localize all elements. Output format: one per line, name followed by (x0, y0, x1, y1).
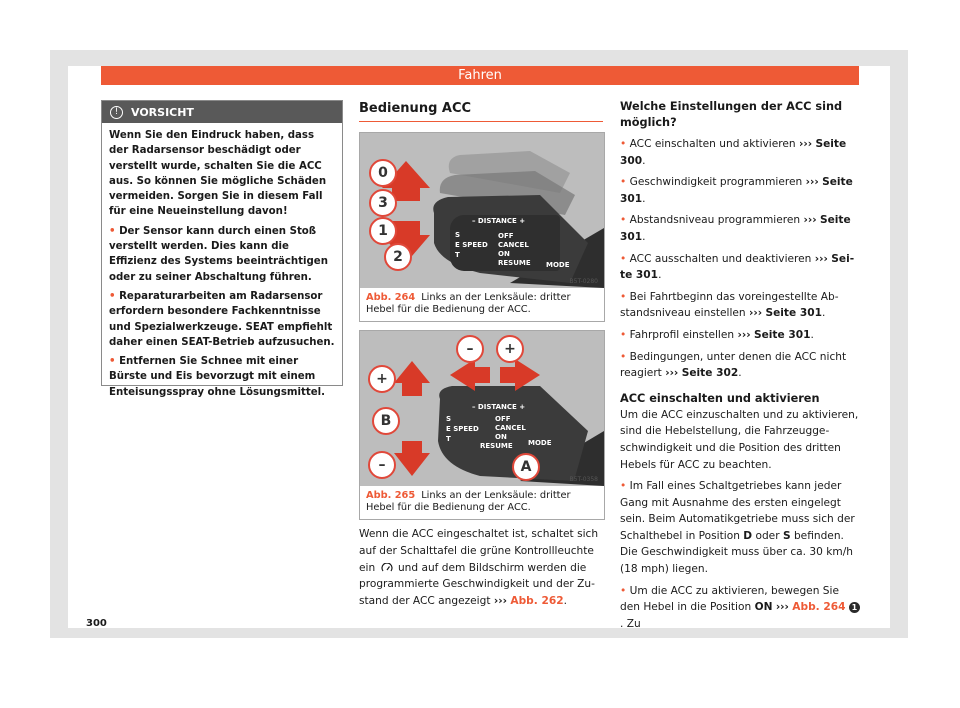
lever-resume-label: RESUME (480, 442, 513, 450)
list-item: • Geschwindigkeit programmieren ››› Seite 301. (620, 176, 853, 205)
question-heading: Welche Einstellungen der ACC sind möglich? (620, 100, 843, 129)
figure-caption: Abb. 265 Links an der Lenksäule: dritter Hebel für die Bedienung der ACC. (366, 490, 571, 513)
list-item: • ACC ausschalten und deaktivieren ››› Seite 301. (620, 252, 855, 282)
lever-cancel-label: CANCEL (498, 241, 529, 249)
page-link[interactable]: Seite 302 (681, 367, 739, 380)
lever-distance-label: – DISTANCE + (472, 217, 526, 225)
lever-on-label: ON (498, 250, 510, 258)
list-item: • Abstandsniveau programmieren ››› Seite 301. (620, 214, 851, 243)
lever-s-label: S (455, 231, 461, 239)
caution-box (101, 100, 343, 398)
label-b: B (372, 407, 400, 435)
page-link[interactable]: Seite 301 (620, 214, 851, 243)
label-minus-top: – (456, 335, 484, 363)
lever-off-label: OFF (495, 415, 511, 423)
settings-column (620, 99, 860, 637)
position-label-1: 1 (369, 217, 397, 245)
lever-s-label: S (446, 415, 452, 423)
figure-264 (359, 132, 605, 322)
lever-resume-label: RESUME (498, 259, 531, 267)
page-link[interactable]: Seite 301 (765, 307, 822, 320)
label-plus-top: + (496, 335, 524, 363)
caution-bullet: • Der Sensor kann durch einen Stoß verstellt werden. Dies kann die Effizienz des Systems beeinträchtigen oder zu seiner Abschaltung führen. (109, 225, 328, 283)
info-circle-icon: ! (110, 106, 123, 119)
lever-e-label: E SPEED (455, 241, 488, 249)
position-label-2: 2 (384, 243, 412, 271)
caution-bullet: • Entfernen Sie Schnee mit einer Bürste und Eis bevorzugt mit einem Enteisungsspray ohne Lösungsmittel. (109, 356, 326, 398)
lever-mode-label: MODE (528, 439, 552, 447)
list-item: • Um die ACC zu aktivieren, bewegen Sie den Hebel in die Position ON ››› Abb. 264 1. Zu (620, 583, 860, 633)
on-position-symbol: ON (754, 601, 773, 614)
list-item: • ACC einschalten und aktivieren ››› Seite 300. (620, 138, 847, 167)
lever-off-label: OFF (498, 232, 514, 240)
lever-on-label: ON (495, 433, 507, 441)
subsection-heading: ACC einschalten und aktivieren (620, 391, 820, 405)
lever-cancel-label: CANCEL (495, 424, 526, 432)
figure-link[interactable]: Abb. 262 (510, 595, 564, 608)
label-a: A (512, 453, 540, 481)
lever-t-label: T (446, 435, 451, 443)
caution-header (102, 101, 342, 123)
caution-title: VORSICHT (131, 105, 194, 119)
acc-indicator-icon (381, 563, 393, 573)
figure-265-image (360, 331, 604, 486)
acc-status-paragraph: Wenn die ACC eingeschaltet ist, schaltet sich auf der Schalttafel die grüne Kontrollleuchte ein und auf dem Bildschirm werden die programmierte Geschwindigkeit und der Zustand der ACC angezeigt ››› Abb. 262. (359, 528, 599, 608)
page-link[interactable]: Seite 301 (620, 252, 855, 282)
page-link[interactable]: Seite 301 (620, 176, 853, 205)
position-label-3: 3 (369, 189, 397, 217)
section-title: Bedienung ACC (359, 100, 603, 122)
figure-link[interactable]: Abb. 264 (792, 601, 846, 614)
list-item: • Bedingungen, unter denen die ACC nicht reagiert ››› Seite 302. (620, 350, 847, 380)
list-item: • Im Fall eines Schaltgetriebes kann jeder Gang mit Ausnahme des ersten eingelegt sein. Beim Automatikgetriebe muss sich der Schalthebel in Position D oder S befinden. Die Geschwindigkeit muss über ca. 30 km/h (18 mph) liegen. (620, 480, 855, 576)
figure-264-image (360, 133, 604, 288)
label-plus-left: + (368, 365, 396, 393)
page-link[interactable]: Seite 301 (753, 328, 811, 341)
list-item: • Bei Fahrtbeginn das voreingestellte Abstandsniveau einstellen ››› Seite 301. (620, 290, 839, 320)
figure-265 (359, 330, 605, 520)
page-link[interactable]: Seite 300 (620, 138, 847, 167)
caution-body (102, 123, 342, 400)
image-code: B5T-0280 (569, 278, 598, 285)
caution-intro: Wenn Sie den Eindruck haben, dass der Radarsensor beschädigt oder verstellt wurde, schalten Sie die ACC aus. So können Sie mögliche Schäden vermeiden. Sorgen Sie in diesem Fall für eine Neueinstellung davon! (109, 130, 327, 218)
body-paragraph: Um die ACC einzuschalten und zu aktivieren, sind die Hebelstellung, die Fahrzeuggeschwindigkeit und die Position des dritten Hebels für ACC zu beachten. (620, 408, 859, 471)
running-header: Fahren (101, 66, 859, 85)
figure-caption: Abb. 264 Links an der Lenksäule: dritter Hebel für die Bedienung der ACC. (366, 292, 571, 315)
image-code: B5T-0358 (569, 476, 598, 483)
callout-number: 1 (849, 602, 860, 613)
label-minus-left: – (368, 451, 396, 479)
section-column (359, 100, 603, 122)
list-item: • Fahrprofil einstellen ››› Seite 301. (620, 328, 814, 341)
lever-e-label: E SPEED (446, 425, 479, 433)
page-number: 300 (86, 618, 107, 629)
lever-mode-label: MODE (546, 261, 570, 269)
position-label-0: 0 (369, 159, 397, 187)
lever-distance-label: – DISTANCE + (472, 403, 526, 411)
lever-t-label: T (455, 251, 460, 259)
caution-bullet: • Reparaturarbeiten am Radarsensor erfordern besondere Fachkenntnisse und Spezialwerkzeuge. SEAT empfiehlt daher einen SEAT-Betrieb aufzusuchen. (109, 290, 335, 348)
